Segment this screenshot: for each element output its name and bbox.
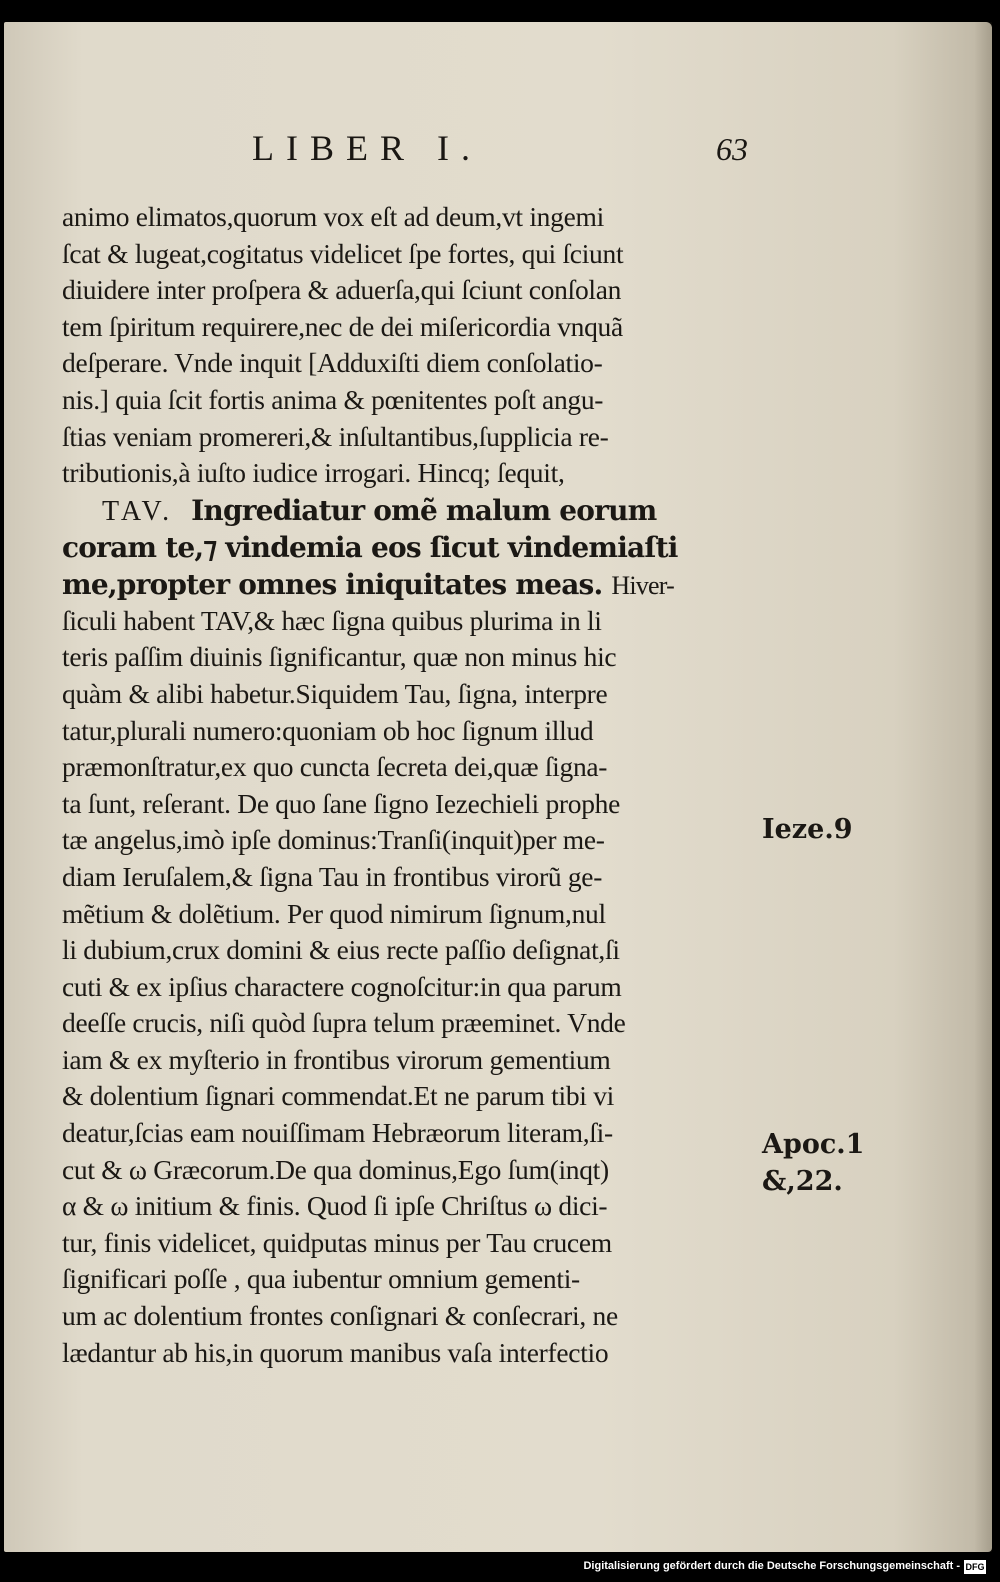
text-line: & dolentium ſignari commendat.Et ne parum tibi vi [62, 1080, 614, 1112]
margin-note-ieze: Ieze.9 [762, 814, 853, 845]
verse-line [62, 566, 762, 603]
text-line: ſiculi habent TAV,& hæc ſigna quibus plurima in li [62, 604, 602, 636]
text-line: ſignificari poſſe , qua iubentur omnium gementi- [62, 1263, 580, 1295]
text-line: teris paſſim diuinis ſignificantur, quæ non minus hic [62, 641, 617, 673]
text-line: ta ſunt, reſerant. De quo ſane ſigno Iezechieli prophe [62, 787, 621, 819]
text-line: um ac dolentium frontes conſignari & conſecrari, ne [62, 1300, 618, 1332]
running-title: LIBER I. [252, 128, 482, 168]
text-line: quàm & alibi habetur.Siquidem Tau, ſigna, interpre [62, 677, 608, 709]
margin-note-apoc: Apoc.1 [762, 1129, 865, 1160]
text-line: tributionis,à iuſto iudice irrogari. Hincq; ſequit, [62, 457, 565, 489]
text-line: lædantur ab his,in quorum manibus vaſa interfectio [62, 1336, 609, 1368]
verse-text: me,propter omnes iniquitates meas. [62, 567, 603, 601]
text-line: animo elimatos,quorum vox eſt ad deum,vt ingemi [62, 201, 604, 232]
text-line: α & ω initium & finis. Quod ſi ipſe Chriſtus ω dici- [62, 1190, 608, 1222]
text-line: tæ angelus,imò ipſe dominus:Tranſi(inquit)per me- [62, 824, 605, 856]
margin-note-apoc-cont: &,22. [762, 1166, 843, 1197]
text-line: deeſſe crucis, niſi quòd ſupra telum præeminet. Vnde [62, 1007, 626, 1039]
text-line: cuti & ex ipſius charactere cognoſcitur:in qua parum [62, 970, 622, 1002]
text-line: mẽtium & dolẽtium. Per quod nimirum ſignum,nul [62, 897, 606, 929]
verse-line: coram te,⁊ vindemia eos ſicut vindemiaſti [62, 530, 678, 564]
text-line: iam & ex myſterio in frontibus virorum gementium [62, 1043, 611, 1075]
footer-credit: Digitalisierung gefördert durch die Deutsche Forschungsgemeinschaft - [583, 1560, 960, 1572]
verse-text: Ingrediatur omẽ malum eorum [191, 493, 657, 527]
digitization-footer [0, 1552, 1000, 1582]
text-line: præmonſtratur,ex quo cuncta ſecreta dei,quæ ſigna- [62, 751, 608, 783]
text-line: cut & ω Græcorum.De qua dominus,Ego ſum(inqt) [62, 1153, 609, 1185]
text-line: ſcat & lugeat,cogitatus videlicet ſpe fortes, qui ſciunt [62, 237, 624, 269]
tav-label: TAV. [102, 495, 174, 527]
text-line: nis.] quia ſcit fortis anima & pœnitentes poſt angu- [62, 383, 604, 415]
text-line: deſperare. Vnde inquit [Adduxiſti diem conſolatio- [62, 347, 603, 379]
text-line: deatur,ſcias eam nouiſſimam Hebræorum literam,ſi- [62, 1117, 613, 1149]
page-number: 63 [716, 131, 748, 167]
text-line: tur, finis videlicet, quidputas minus per Tau crucem [62, 1226, 612, 1258]
page-header [4, 127, 992, 177]
text-line: ſtias veniam promereri,& inſultantibus,ſupplicia re- [62, 420, 609, 452]
verse-continuation: Hiver- [611, 570, 674, 600]
text-line: diuidere inter proſpera & aduerſa,qui ſciunt conſolan [62, 274, 622, 306]
verse-line [62, 492, 762, 529]
text-line: tem ſpiritum requirere,nec de dei miſericordia vnquã [62, 310, 623, 342]
book-page [4, 22, 992, 1552]
text-line: tatur,plurali numero:quoniam ob hoc ſignum illud [62, 714, 594, 746]
text-line: li dubium,crux domini & eius recte paſſio deſignat,ſi [62, 934, 620, 966]
text-line: diam Ieruſalem,& ſigna Tau in frontibus virorũ ge- [62, 860, 603, 892]
page-edge-shadow [974, 22, 992, 1552]
dfg-logo: DFG [965, 1562, 985, 1572]
body-text [62, 199, 762, 1371]
